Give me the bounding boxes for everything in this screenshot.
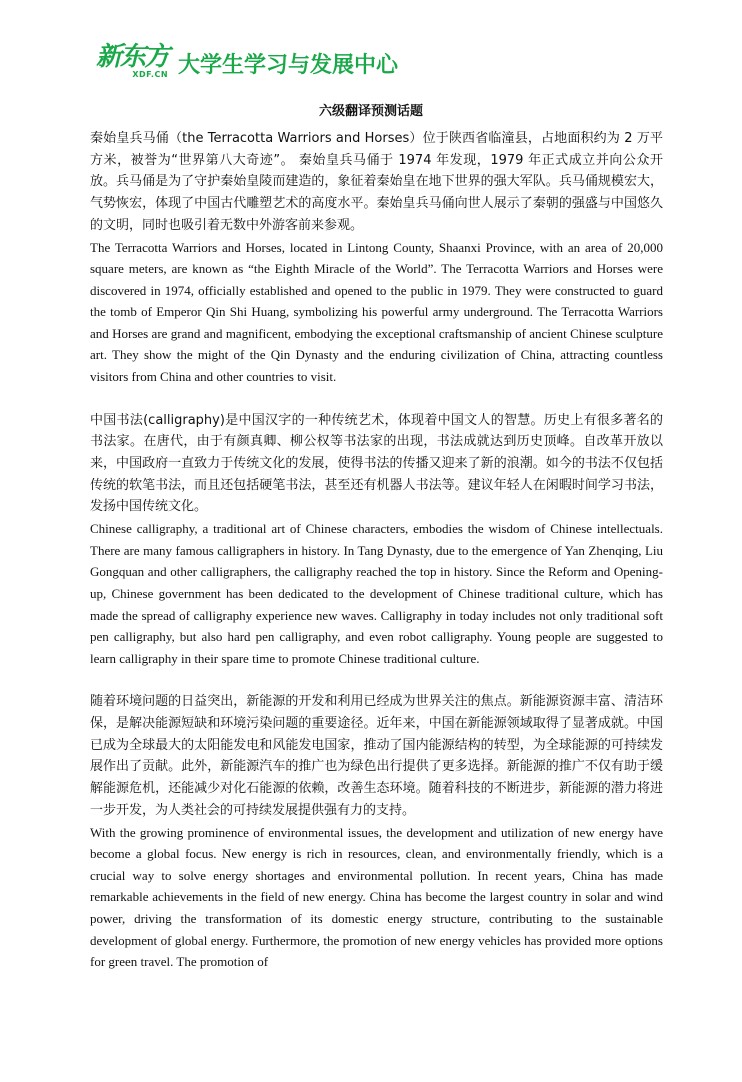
- section-2-english: Chinese calligraphy, a traditional art of Chinese characters, embodies the wisdom of Chinese intellectuals. There are many famous calligraphers in history. In Tang Dynasty, due to the emergence of Yan Zhenqing, Liu Gongquan and other calligraphers, the calligraphy reached the top in history. Since the Reform and Opening-up, Chinese government has been dedicated to the development of Chinese traditional culture, which has made the spread of calligraphy experience new waves. Calligraphy in today includes not only traditional soft pen calligraphy, but also hard pen calligraphy, and even robot calligraphy. Young people are suggested to learn calligraphy in their spare time to promote Chinese traditional culture.: [90, 521, 663, 666]
- logo-text: 新东方: [96, 42, 169, 72]
- section-divider: [90, 669, 663, 691]
- document-title: 六级翻译预测话题: [318, 104, 423, 119]
- section-1-english: The Terracotta Warriors and Horses, located in Lintong County, Shaanxi Province, with an area of 20,000 square meters, are known as “the Eighth Miracle of the World”. The Terracotta Warriors and Horses were discovered in 1974, officially established and opened to the public in 1979. They were constructed to guard the tomb of Emperor Qin Shi Huang, symbolizing his powerful army underground. The Terracotta Warriors and Horses are grand and magnificent, embodying the exceptional craftsmanship of ancient Chinese sculpture art. They show the might of the Qin Dynasty and the enduring civilization of China, attracting countless visitors from China and other countries to visit.: [90, 239, 663, 385]
- header-title: 大学生学习与发展中心: [178, 53, 399, 78]
- logo-domain: XDF.CN: [132, 70, 169, 79]
- page-header: [96, 44, 398, 79]
- section-3-chinese: 随着环境问题的日益突出，新能源的开发和利用已经成为世界关注的焦点。新能源资源丰富、清洁环保，是解决能源短缺和环境污染问题的重要途径。近年来，中国在新能源领域取得了显著成就。中国已成为全球最大的太阳能发电和风能发电国家，推动了国内能源结构的转型，为全球能源的可持续发展作出了贡献。此外，新能源汽车的推广也为绿色出行提供了更多选择。新能源的推广不仅有助于缓解能源危机，还能减少对化石能源的依赖，改善生态环境。随着科技的不断进步，新能源的潜力将进一步开发，为人类社会的可持续发展提供强有力的支持。: [90, 694, 663, 818]
- section-divider: [90, 388, 663, 410]
- xdf-logo: [96, 44, 168, 79]
- section-1-chinese: 秦始皇兵马俑（the Terracotta Warriors and Horses）位于陕西省临潼县，占地面积约为 2 万平方米，被誉为“世界第八大奇迹”。 秦始皇兵马俑于 1974 年发现，1979 年正式成立并向公众开放。兵马俑是为了守护秦始皇陵而建造的，象征着秦始皇在地下世界的强大军队。兵马俑规模宏大，气势恢宏，体现了中国古代雕塑艺术的高度水平。秦始皇兵马俑向世人展示了秦朝的强盛与中国悠久的文明，同时也吸引着无数中外游客前来参观。: [90, 131, 663, 233]
- document-body: [90, 128, 663, 973]
- section-2-chinese: 中国书法(calligraphy)是中国汉字的一种传统艺术，体现着中国文人的智慧。历史上有很多著名的书法家。在唐代，由于有颜真卿、柳公权等书法家的出现，书法成就达到历史顶峰。自改革开放以来，中国政府一直致力于传统文化的发展，使得书法的传播又迎来了新的浪潮。如今的书法不仅包括传统的软笔书法，而且还包括硬笔书法，甚至还有机器人书法等。建议年轻人在闲暇时间学习书法，发扬中国传统文化。: [90, 412, 663, 515]
- section-3-english: With the growing prominence of environmental issues, the development and utilization of new energy have become a global focus. New energy is rich in resources, clean, and environmentally friendly, which is a crucial way to solve energy shortages and environmental pollution. In recent years, China has made remarkable achievements in the field of new energy. China has become the largest country in solar and wind power, driving the transformation of its domestic energy structure, contributing to the sustainable development of global energy. Furthermore, the promotion of new energy vehicles has provided more options for green travel. The promotion of: [90, 824, 663, 970]
